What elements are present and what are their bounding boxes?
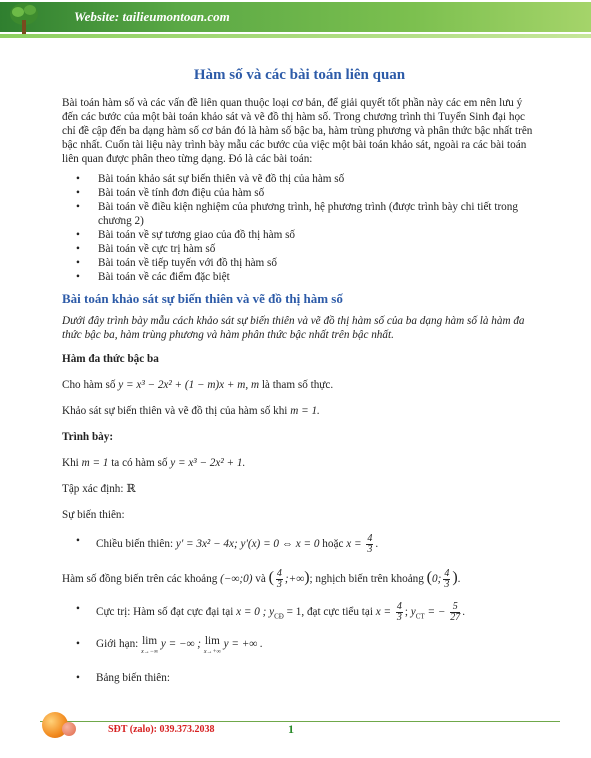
contact-phone: SĐT (zalo): 039.373.2038 — [108, 724, 215, 735]
when-line — [62, 456, 537, 470]
numerator: 5 — [450, 602, 460, 613]
denominator: 27 — [450, 612, 461, 623]
numerator: 4 — [276, 568, 282, 579]
extrema-item: • Cực trị: Hàm số đạt cực đại tại x = 0 ; $y_{CĐ} = 1$, đạt cực tiểu tại x = $\frac{4}{3}$ ; $y_{CT}$ = − $\frac{5}{27}$ . — [62, 602, 537, 623]
monotonic-line: Hàm số đồng biến trên các khoảng (−∞;0) và ( $\frac{4}{3}$ ;+∞); nghịch biến trên khoảng (0; $\frac{4}{3}$ ). — [62, 568, 461, 590]
list-item: • Bài toán về cực trị hàm số — [98, 242, 537, 256]
list-item: • Bài toán khảo sát sự biến thiên và vẽ đồ thị của hàm số — [98, 172, 537, 186]
list-item: • Bài toán về sự tương giao của đồ thị hàm số — [98, 228, 537, 242]
fraction — [276, 569, 283, 590]
text: là tham số thực. — [261, 379, 334, 391]
formula: lim — [142, 635, 158, 648]
text: Chiều biến thiên: — [96, 538, 174, 551]
sub-heading: Hàm đa thức bậc ba — [62, 353, 159, 365]
footer-divider — [40, 721, 560, 722]
solution-label: Trình bày: — [62, 431, 114, 443]
text: = 1, đạt cực tiểu tại — [286, 606, 373, 619]
formula: y = x³ − 2x² + (1 − m)x + m, — [118, 379, 249, 391]
list-item: • Bài toán về tính đơn điệu của hàm số — [98, 186, 537, 200]
formula: y' = 3x² − 4x; y'(x) = 0 ⇔ x = 0 — [175, 538, 320, 551]
denominator: 3 — [444, 579, 450, 590]
domain-line — [62, 482, 537, 496]
tree-logo-icon — [4, 0, 44, 40]
section-heading: Bài toán khảo sát sự biến thiên và vẽ đồ thị hàm số — [62, 291, 343, 306]
formula: x = — [346, 538, 362, 551]
fraction — [450, 602, 460, 623]
table-item: • Bảng biến thiên: — [62, 671, 537, 685]
formula: y = −∞ ; — [160, 638, 202, 651]
text: ; nghịch biến trên khoảng — [309, 573, 424, 586]
page-header — [0, 0, 591, 40]
formula: y = x³ − 2x² + 1. — [170, 457, 246, 469]
text: Giới hạn: — [96, 638, 139, 651]
limit-expression — [204, 637, 221, 657]
formula: ;+∞ — [284, 573, 305, 586]
variation-label: Sự biến thiên: — [62, 509, 125, 521]
numerator: 4 — [444, 568, 450, 579]
direction-item: • Chiều biến thiên: y' = 3x² − 4x; y'(x) = 0 ⇔ x = 0 hoặc x = $\frac{4}{3}$ . — [62, 534, 537, 555]
formula: = − — [427, 606, 446, 619]
formula: x = — [375, 606, 392, 619]
formula: m = 1. — [290, 405, 320, 417]
page-number: 1 — [288, 722, 294, 736]
formula: y — [269, 606, 275, 619]
problem-list — [62, 172, 537, 284]
text: hoặc — [322, 538, 344, 551]
text: và — [255, 573, 266, 586]
small-ball-icon — [62, 722, 76, 736]
denominator: 3 — [396, 612, 402, 623]
subscript: x→−∞ — [141, 649, 159, 656]
page-footer — [0, 700, 591, 758]
numerator: 4 — [396, 601, 402, 612]
subscript: CĐ — [274, 612, 284, 621]
formula: y = +∞ . — [223, 638, 263, 651]
text: Khi — [62, 457, 79, 469]
formula: m — [250, 379, 260, 391]
numerator: 4 — [367, 533, 373, 544]
fraction — [443, 569, 450, 590]
formula: (−∞;0) — [220, 573, 253, 586]
list-item: • Bài toán về điều kiện nghiệm của phương trình, hệ phương trình (được trình bày chi tiết trong chương 2) — [98, 200, 537, 228]
fraction — [396, 602, 403, 623]
task-line — [62, 404, 537, 418]
text: Hàm số đồng biến trên các khoảng — [62, 573, 218, 586]
text: Cho hàm số — [62, 379, 116, 391]
given-line — [62, 378, 537, 392]
subscript: CT — [415, 612, 425, 621]
text: Tập xác định: — [62, 483, 124, 495]
text: Khảo sát sự biến thiên và vẽ đồ thị của hàm số khi — [62, 405, 288, 417]
formula: x = 0 ; — [236, 606, 267, 619]
list-item: • Bài toán về tiếp tuyến với đồ thị hàm số — [98, 256, 537, 270]
limit-expression — [141, 637, 158, 657]
website-url[interactable]: Website: tailieumontoan.com — [74, 9, 230, 24]
intro-paragraph: Bài toán hàm số và các vấn đề liên quan thuộc loại cơ bản, để giải quyết tốt phần này các em nên lưu ý đến các bước của một bài toán khảo sát và vẽ đồ thị hàm số. Trong chương trình thi Tuyển Sinh đại học chỉ đề cập đến ba dạng hàm số cơ bản đó là hàm số bậc ba, hàm trùng phương và phân thức bậc nhất trên bậc nhất. Cuốn tài liệu này trình bày mẫu các bước của việc một bài toán khảo sát, ngoài ra các bài toán liên quan được phân theo từng dạng. Đó là các bài toán: — [62, 97, 533, 165]
limit-item — [62, 637, 537, 657]
page-title: Hàm số và các bài toán liên quan — [193, 67, 406, 83]
text: ta có hàm số — [111, 457, 168, 469]
formula: 0; — [431, 573, 442, 586]
text: Cực trị: Hàm số đạt cực đại tại — [96, 606, 234, 619]
section-intro: Dưới đây trình bày mẫu cách khảo sát sự biến thiên và vẽ đồ thị hàm số của ba dạng hàm số là hàm đa thức bậc ba, hàm trùng phương và hàm phân thức bậc nhất trên bậc nhất. — [62, 315, 525, 341]
list-item: • Bài toán về các điểm đặc biệt — [98, 270, 537, 284]
subscript: x→+∞ — [203, 649, 221, 656]
fraction — [366, 534, 373, 555]
formula: y — [410, 606, 416, 619]
formula: ℝ — [126, 483, 136, 495]
formula: lim — [204, 635, 220, 648]
denominator: 3 — [276, 579, 282, 590]
denominator: 3 — [367, 544, 373, 555]
document-body — [62, 68, 537, 699]
formula: m = 1 — [81, 457, 109, 469]
